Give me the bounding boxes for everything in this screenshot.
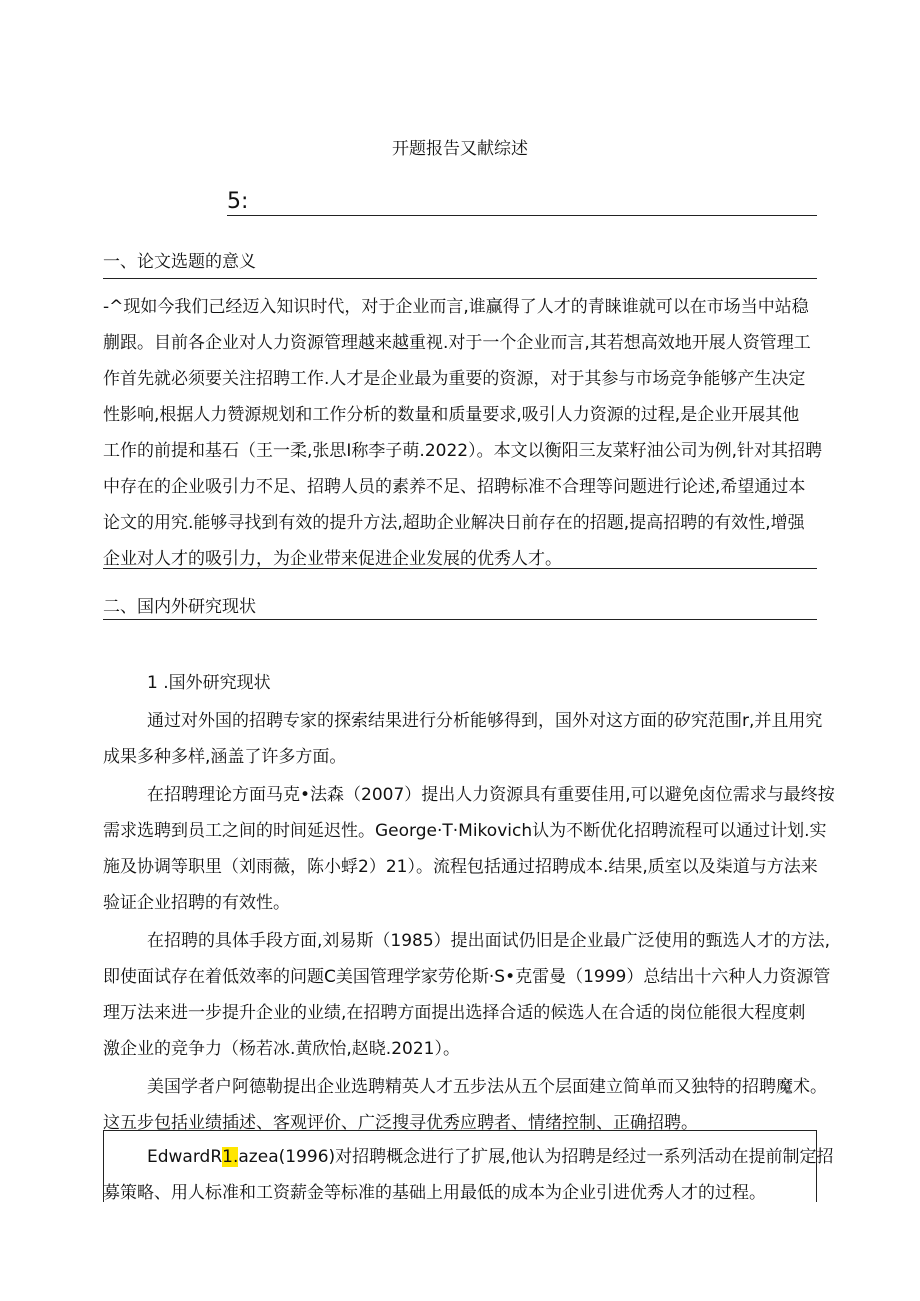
intro-line: 论文的用究.能够寻找到有效的提升方法,超助企业解决日前存在的招题,提高招聘的有效性,增强 bbox=[103, 513, 805, 533]
paragraph-1-line: 成果多种多样,涵盖了许多方面。 bbox=[103, 747, 347, 767]
paragraph-2-line: 施及协调等职里（刘雨薇，陈小蜉2）21）。流程包括通过招聘成本.结果,质室以及柒道与方法来 bbox=[103, 857, 818, 877]
rule-below-research-heading bbox=[103, 619, 817, 620]
heading-thesis-significance: 一、论文选题的意义 bbox=[103, 252, 256, 272]
paragraph-5-post: azea(1996)对招聘概念进行了扩展,他认为招聘是经过一系列活动在提前制定招 bbox=[238, 1147, 834, 1167]
intro-line: 中存在的企业吸引力不足、招聘人员的素养不足、招聘标准不合理等问题进行论述,希望通过本 bbox=[103, 477, 806, 497]
document-title: 开题报告又献综述 bbox=[392, 139, 528, 159]
intro-line: -^现如今我们己经迈入知识时代，对于企业而言,谁赢得了人才的青睐谁就可以在市场当中站稳 bbox=[103, 297, 809, 317]
section-number: 5: bbox=[227, 189, 249, 214]
paragraph-3-line: 在招聘的具体手段方面,刘易斯（1985）提出面试仍旧是企业最广泛使用的甄选人才的方法, bbox=[147, 931, 831, 951]
intro-line: 工作的前提和基石（王一柔,张思I称李子萌.2022）。本文以衡阳三友菜籽油公司为例,针对其招聘 bbox=[103, 441, 822, 461]
paragraph-3-line: 即使面试存在着低效率的问题C美国管理学家劳伦斯·S•克雷曼（1999）总结出十六种人力资源管 bbox=[103, 967, 831, 987]
intro-line: 企业对人才的吸引力，为企业带来促进企业发展的优秀人才。 bbox=[103, 549, 562, 569]
highlighted-text: 1. bbox=[222, 1147, 239, 1167]
paragraph-5-line-1 bbox=[147, 1142, 834, 1167]
rule-under-section-number bbox=[227, 215, 817, 216]
heading-research-status: 二、国内外研究现状 bbox=[103, 597, 256, 617]
paragraph-2-line: 在招聘理论方面马克•法森（2007）提出人力资源具有重要佳用,可以避免卤位需求与最终按 bbox=[147, 785, 835, 805]
paragraph-4-line: 美国学者户阿德勒提出企业选聘精英人才五步法从五个层面建立简单而又独特的招聘魔术。 bbox=[147, 1077, 827, 1097]
paragraph-2-line: 需求选聘到员工之间的时间延迟性。George·T·Mikovich认为不断优化招聘流程可以通过计划.实 bbox=[103, 821, 827, 841]
paragraph-2-line: 验证企业招聘的有效性。 bbox=[103, 893, 290, 913]
paragraph-5-pre: EdwardR bbox=[147, 1147, 223, 1167]
paragraph-3-line: 激企业的竞争力（杨若冰.黄欣怡,赵晓.2021）。 bbox=[103, 1039, 460, 1059]
rule-above-intro bbox=[103, 278, 817, 279]
paragraph-5-line-2: 募策略、用人标准和工资薪金等标准的基础上用最低的成本为企业引进优秀人才的过程。 bbox=[103, 1183, 766, 1203]
paragraph-1-line: 通过对外国的招聘专家的探索结果进行分析能够得到，国外对这方面的矽究范围r,并且用究 bbox=[147, 711, 823, 731]
box-top-border bbox=[103, 1130, 817, 1131]
paragraph-4-line: 这五步包括业绩插述、客观评价、广泛搜寻优秀应聘者、情绪控制、正确招聘。 bbox=[103, 1113, 698, 1133]
subheading-foreign-research: 1 .国外研究现状 bbox=[147, 673, 271, 693]
paragraph-3-line: 理万法来进一步提升企业的业绩,在招聘方面提出选择合适的候选人在合适的岗位能很大程度刺 bbox=[103, 1003, 806, 1023]
intro-line: 作首先就必须要关注招聘工作.人才是企业最为重要的资源，对于其参与市场竞争能够产生决定 bbox=[103, 369, 806, 389]
intro-line: 性影响,根据人力赞源规划和工作分析的数量和质量要求,吸引人力资源的过程,是企业开展其他 bbox=[103, 405, 800, 425]
rule-below-intro bbox=[103, 568, 817, 569]
intro-line: 蒯跟。目前各企业对人力资源管理越来越重视.对于一个企业而言,其若想高效地开展人资管理工 bbox=[103, 333, 811, 353]
